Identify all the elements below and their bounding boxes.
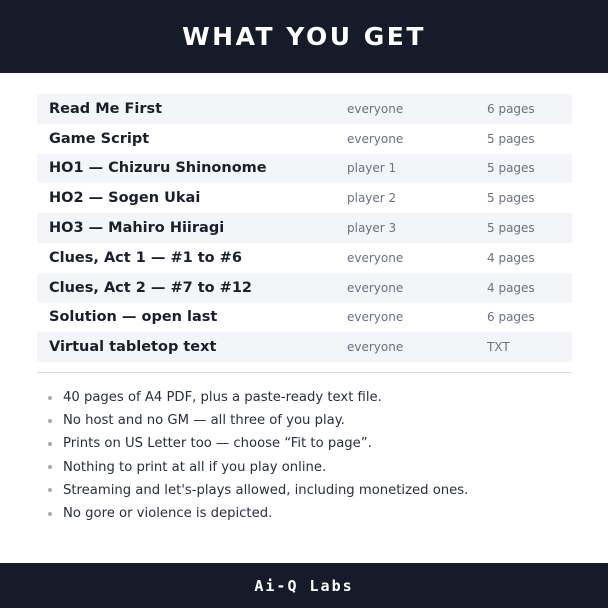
table-row (37, 124, 572, 154)
item-length: 5 pages (487, 161, 535, 176)
list-item (48, 409, 568, 432)
item-name: Read Me First (49, 100, 163, 117)
item-name: Clues, Act 2 — #7 to #12 (49, 279, 252, 296)
item-length: 6 pages (487, 101, 535, 116)
table-row (37, 243, 572, 273)
item-length: 4 pages (487, 280, 535, 295)
contents-table (37, 94, 572, 362)
list-item (48, 456, 568, 479)
table-row (37, 303, 572, 333)
note-text: No gore or violence is depicted. (63, 506, 273, 522)
item-audience: player 1 (347, 161, 397, 176)
header-band (0, 0, 608, 73)
bullet-dot-icon (48, 488, 52, 492)
item-length: 5 pages (487, 131, 535, 146)
item-length: 6 pages (487, 310, 535, 325)
item-length: 4 pages (487, 250, 535, 265)
item-audience: everyone (347, 340, 404, 355)
bullet-dot-icon (48, 465, 52, 469)
item-audience: everyone (347, 250, 404, 265)
item-name: Clues, Act 1 — #1 to #6 (49, 249, 242, 266)
bullet-dot-icon (48, 419, 52, 423)
item-audience: everyone (347, 101, 404, 116)
note-text: 40 pages of A4 PDF, plus a paste-ready text file. (63, 390, 382, 406)
item-audience: everyone (347, 310, 404, 325)
table-row (37, 273, 572, 303)
bullet-dot-icon (48, 512, 52, 516)
item-name: HO3 — Mahiro Hiiragi (49, 220, 225, 237)
bullet-dot-icon (48, 442, 52, 446)
table-row (37, 332, 572, 362)
list-item (48, 432, 568, 455)
item-length: TXT (487, 340, 510, 355)
list-item (48, 386, 568, 409)
list-item (48, 479, 568, 502)
list-item (48, 502, 568, 525)
table-row (37, 183, 572, 213)
item-audience: player 2 (347, 191, 397, 206)
brand-name: Ai-Q Labs (254, 576, 354, 595)
item-name: Solution — open last (49, 309, 218, 326)
notes-list (48, 386, 568, 525)
item-length: 5 pages (487, 191, 535, 206)
item-length: 5 pages (487, 221, 535, 236)
item-name: Virtual tabletop text (49, 339, 217, 356)
table-row (37, 94, 572, 124)
note-text: Nothing to print at all if you play online. (63, 459, 327, 475)
page-title: WHAT YOU GET (182, 22, 426, 51)
item-name: Game Script (49, 130, 150, 147)
item-audience: everyone (347, 131, 404, 146)
item-name: HO1 — Chizuru Shinonome (49, 160, 267, 177)
item-audience: player 3 (347, 221, 397, 236)
item-audience: everyone (347, 280, 404, 295)
footer-band (0, 563, 608, 608)
item-name: HO2 — Sogen Ukai (49, 190, 201, 207)
table-row (37, 213, 572, 243)
note-text: Prints on US Letter too — choose “Fit to page”. (63, 436, 372, 452)
section-divider (37, 372, 572, 373)
table-row (37, 154, 572, 184)
bullet-dot-icon (48, 396, 52, 400)
note-text: Streaming and let's-plays allowed, including monetized ones. (63, 482, 469, 498)
note-text: No host and no GM — all three of you play. (63, 413, 345, 429)
